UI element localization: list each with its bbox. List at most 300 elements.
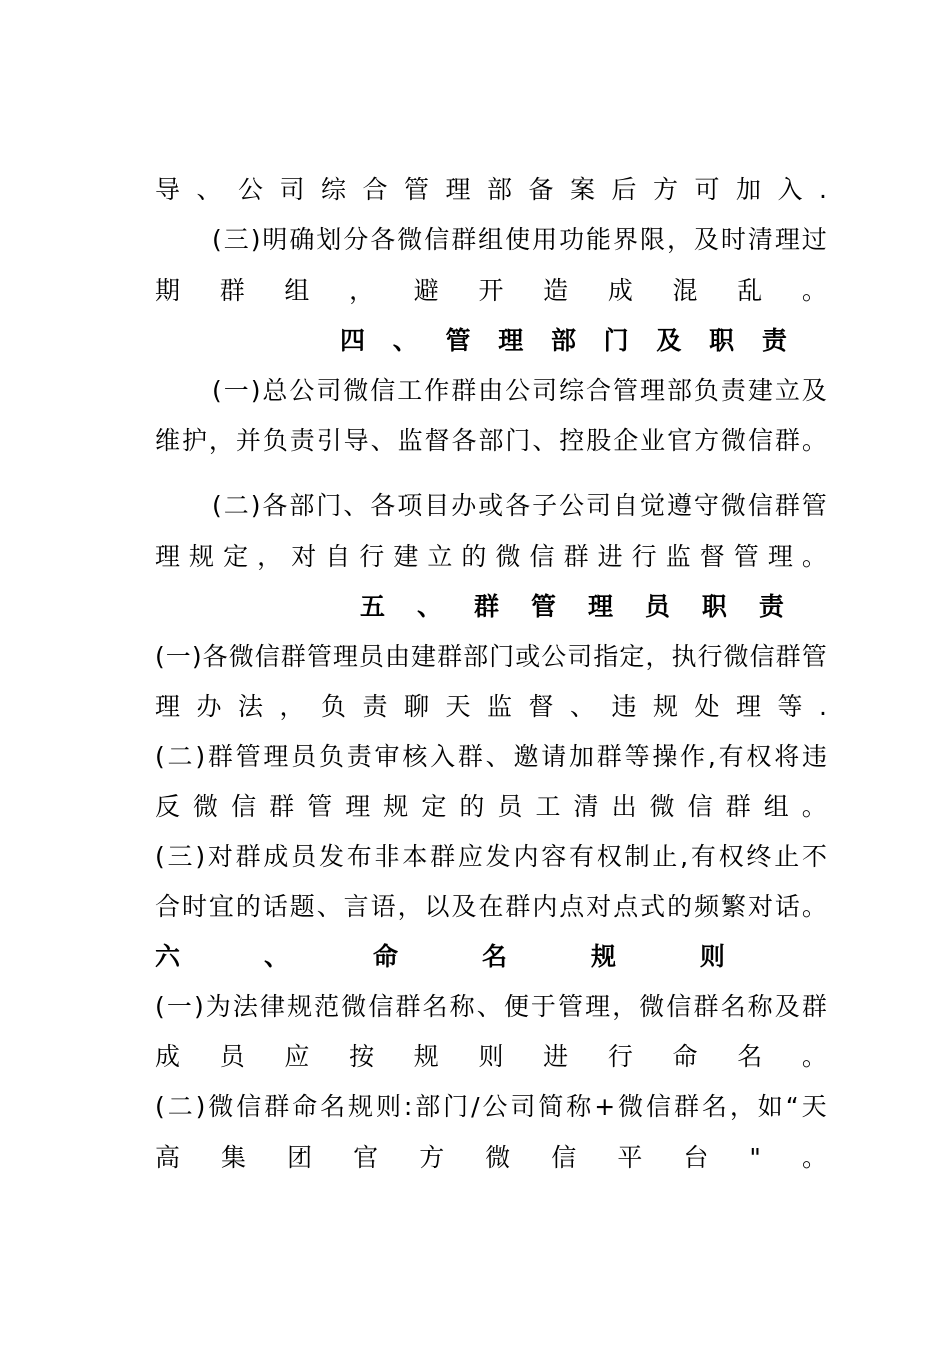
text-char: 混 [672, 276, 698, 305]
text-char: 负 [318, 742, 344, 771]
text-char: 台 [683, 1143, 709, 1172]
text-char: 称 [449, 992, 475, 1021]
text-char: 指 [593, 642, 619, 671]
text-char: 命 [372, 942, 398, 971]
text-char: 五 [360, 592, 386, 621]
text-char: 公 [238, 175, 264, 204]
text-char: 员 [358, 642, 384, 671]
text-char: 乱 [737, 276, 763, 305]
text-char: 监 [487, 692, 513, 721]
text-char: 清 [573, 792, 599, 821]
text-char: 合 [586, 376, 612, 405]
text-char: 群 [673, 1092, 699, 1121]
text-char: 目 [424, 491, 450, 520]
text-char: 本 [402, 842, 428, 871]
text-char: 立 [427, 542, 453, 571]
text-char: 规 [653, 692, 679, 721]
text-char: 群 [774, 426, 800, 455]
text-char: 作 [680, 742, 706, 771]
text-char: 非 [374, 842, 400, 871]
text-char: , [680, 842, 689, 871]
text-char: 微 [495, 542, 521, 571]
text-char: 管 [558, 992, 584, 1021]
text-char: 宜 [208, 892, 234, 921]
text-char: 由 [478, 376, 504, 405]
text-char: 平 [617, 1143, 643, 1172]
text-char: 加 [736, 175, 762, 204]
text-char: 及 [693, 225, 719, 254]
text-char: 称 [566, 1092, 592, 1121]
text-char: 题 [289, 892, 315, 921]
text-char: 信 [687, 792, 713, 821]
text-char: 总 [262, 376, 288, 405]
text-char: / [471, 1092, 480, 1121]
text-char: 天 [445, 692, 471, 721]
text-char: 负 [321, 692, 347, 721]
text-char: 群 [725, 792, 751, 821]
text-char: 、 [316, 892, 342, 921]
text-char: 式 [640, 892, 666, 921]
text-char: 管 [307, 792, 333, 821]
text-char: 布 [346, 842, 372, 871]
text-char: 法 [238, 692, 264, 721]
text-char: 建 [393, 542, 419, 571]
text-char: ) [193, 992, 204, 1021]
text-char: 明 [262, 225, 288, 254]
text-char: 核 [402, 742, 428, 771]
text-char: 频 [694, 892, 720, 921]
text-char: 群 [264, 1092, 290, 1121]
text-char: 微 [341, 992, 367, 1021]
text-char: 成 [607, 276, 633, 305]
text-char: 理 [767, 542, 793, 571]
text-char: 有 [690, 842, 716, 871]
text-char: 群 [451, 376, 477, 405]
text-line [155, 737, 827, 777]
text-char: 违 [611, 692, 637, 721]
text-char: 可 [694, 175, 720, 204]
text-char: 时 [181, 892, 207, 921]
text-char: 员 [291, 742, 317, 771]
text-char: 出 [611, 792, 637, 821]
text-char: 各 [202, 642, 228, 671]
text-char: 微 [193, 792, 219, 821]
text-char: 四 [340, 326, 366, 355]
text-char: 有 [718, 742, 744, 771]
text-char: 规 [348, 1092, 374, 1121]
text-char: 。 [801, 426, 827, 455]
text-char: 名 [481, 942, 507, 971]
text-char: 信 [254, 642, 280, 671]
text-char: 群 [207, 742, 233, 771]
text-char: ) [250, 491, 261, 520]
text-char: ) [250, 225, 261, 254]
text-char: 导 [155, 175, 181, 204]
text-char: ( [155, 992, 165, 1021]
text-char: ( [212, 491, 222, 520]
text-char: 规 [413, 1042, 439, 1071]
text-line [155, 1037, 827, 1077]
text-char: 在 [478, 892, 504, 921]
text-char: 管 [613, 376, 639, 405]
text-char: 、 [532, 426, 558, 455]
text-char: 简 [538, 1092, 564, 1121]
text-char: 如 [757, 1092, 783, 1121]
section-heading [340, 321, 787, 361]
text-char: 合 [362, 175, 388, 204]
text-char: 繁 [721, 892, 747, 921]
text-char: 点 [559, 892, 585, 921]
text-char: 理 [639, 376, 665, 405]
text-char: 工 [397, 376, 423, 405]
text-char: 权 [746, 742, 772, 771]
text-char: 规 [287, 992, 313, 1021]
text-char: 控 [559, 426, 585, 455]
text-char: 界 [613, 225, 639, 254]
text-char: 部 [487, 175, 513, 204]
text-char: 及 [451, 892, 477, 921]
text-line [155, 421, 827, 461]
text-char: 群 [269, 792, 295, 821]
text-char: 行 [359, 542, 385, 571]
text-char: 公 [482, 1092, 508, 1121]
text-char: 行 [697, 642, 723, 671]
text-char: 部 [666, 376, 692, 405]
text-char: 群 [280, 642, 306, 671]
text-char: 信 [236, 1092, 262, 1121]
text-char: 群 [219, 276, 245, 305]
text-line [155, 687, 827, 727]
text-char: 请 [541, 742, 567, 771]
text-char: 。 [801, 1143, 827, 1172]
text-char: 避 [413, 276, 439, 305]
text-char: 称 [747, 992, 773, 1021]
text-char: 群 [457, 742, 483, 771]
text-char: 进 [543, 1042, 569, 1071]
text-char: ， [397, 892, 423, 921]
text-char: 内 [532, 892, 558, 921]
text-char: 信 [666, 992, 692, 1021]
text-char: 信 [646, 1092, 672, 1121]
text-char: 护 [181, 426, 207, 455]
text-char: 加 [569, 742, 595, 771]
text-char: 便 [503, 992, 529, 1021]
text-char: 用 [532, 225, 558, 254]
text-char: 建 [747, 376, 773, 405]
text-char: 、 [343, 491, 369, 520]
text-char: 名 [422, 992, 448, 1021]
text-char: 制 [624, 842, 650, 871]
text-char: 应 [457, 842, 483, 871]
text-char: 微 [618, 1092, 644, 1121]
text-char: 部 [463, 642, 489, 671]
text-char: 管 [801, 491, 827, 520]
text-char: 或 [515, 642, 541, 671]
text-char: 容 [541, 842, 567, 871]
text-char: 部 [478, 426, 504, 455]
text-char: 各 [262, 491, 288, 520]
text-char: 督 [528, 692, 554, 721]
text-char: 方 [419, 1143, 445, 1172]
text-char: 司 [316, 376, 342, 405]
text-char: 子 [532, 491, 558, 520]
text-char: 门 [489, 642, 515, 671]
text-char: 理 [263, 742, 289, 771]
text-char: ， [666, 225, 692, 254]
text-char: 则 [699, 942, 725, 971]
text-line [212, 220, 827, 260]
text-line [155, 837, 827, 877]
text-char: 语 [370, 892, 396, 921]
text-char: 办 [196, 692, 222, 721]
text-char: 以 [424, 892, 450, 921]
text-char: 部 [289, 491, 315, 520]
text-char: 各 [370, 225, 396, 254]
text-char: 群 [596, 742, 622, 771]
text-char: 组 [284, 276, 310, 305]
text-char: 划 [316, 225, 342, 254]
text-char: 群 [505, 892, 531, 921]
text-char: 公 [289, 376, 315, 405]
text-char: 部 [415, 1092, 441, 1121]
text-char: 督 [699, 542, 725, 571]
text-char: 反 [155, 792, 181, 821]
text-line [212, 486, 827, 526]
text-char: 将 [774, 742, 800, 771]
text-char: 督 [424, 426, 450, 455]
text-char: 司 [279, 175, 305, 204]
text-char: 微 [485, 1143, 511, 1172]
text-char: 、 [485, 742, 511, 771]
text-char: 执 [671, 642, 697, 671]
text-char: 止 [652, 842, 678, 871]
text-char: 规 [189, 542, 215, 571]
text-char: 、 [263, 942, 289, 971]
text-char: 聊 [404, 692, 430, 721]
text-char: ， [257, 542, 283, 571]
text-char: 信 [529, 542, 555, 571]
text-char: 于 [530, 992, 556, 1021]
text-char: 信 [749, 642, 775, 671]
text-char: 言 [343, 892, 369, 921]
text-char: 成 [263, 842, 289, 871]
text-char: 群 [473, 592, 499, 621]
text-char: 理 [736, 692, 762, 721]
text-char: 的 [461, 542, 487, 571]
text-char: 分 [343, 225, 369, 254]
text-char: 使 [505, 225, 531, 254]
text-char: 监 [665, 542, 691, 571]
text-char: 命 [292, 1092, 318, 1121]
text-char: ， [645, 642, 671, 671]
text-char: 定 [421, 792, 447, 821]
text-char: 规 [590, 942, 616, 971]
text-char: ， [612, 992, 638, 1021]
text-char: 理 [585, 992, 611, 1021]
text-char: 公 [505, 376, 531, 405]
text-char: 职 [709, 326, 735, 355]
text-char: ( [212, 225, 222, 254]
text-char: 过 [801, 225, 827, 254]
text-char: 后 [611, 175, 637, 204]
text-char: 自 [613, 491, 639, 520]
text-char: 对 [207, 842, 233, 871]
text-char: 管 [733, 542, 759, 571]
text-char: ， [729, 1092, 755, 1121]
text-char: 则 [375, 1092, 401, 1121]
text-line [155, 170, 827, 210]
text-char: 的 [235, 892, 261, 921]
text-char: 、 [570, 692, 596, 721]
text-char: 高 [155, 1143, 181, 1172]
text-char: 对 [747, 892, 773, 921]
text-char: 权 [596, 842, 622, 871]
text-char: 方 [694, 426, 720, 455]
text-line [155, 787, 827, 827]
text-char: 清 [747, 225, 773, 254]
text-char: ) [191, 642, 202, 671]
text-char: ( [155, 642, 165, 671]
text-char: 二 [167, 1092, 193, 1121]
text-char: " [749, 1143, 761, 1172]
text-char: 公 [559, 491, 585, 520]
text-char: 组 [763, 792, 789, 821]
section-heading [155, 937, 725, 977]
text-char: 定 [223, 542, 249, 571]
text-char: 按 [349, 1042, 375, 1071]
text-char: . [819, 692, 827, 721]
text-char: 。 [801, 1042, 827, 1071]
text-char: 操 [652, 742, 678, 771]
text-char: 管 [235, 742, 261, 771]
text-char: 有 [569, 842, 595, 871]
text-char: 门 [316, 491, 342, 520]
text-char: 的 [667, 892, 693, 921]
text-char: 信 [370, 376, 396, 405]
text-char: 办 [451, 491, 477, 520]
text-char: 。 [801, 892, 827, 921]
text-char: 发 [485, 842, 511, 871]
text-char: 群 [563, 542, 589, 571]
text-char: 员 [644, 592, 670, 621]
text-char: 发 [318, 842, 344, 871]
text-char: 负 [693, 376, 719, 405]
text-char: 微 [639, 992, 665, 1021]
text-char: ， [279, 692, 305, 721]
text-char: ) [250, 376, 261, 405]
text-char: , [707, 742, 716, 771]
text-char: 司 [567, 642, 593, 671]
text-char: 综 [559, 376, 585, 405]
text-char: 内 [513, 842, 539, 871]
text-char: 微 [208, 1092, 234, 1121]
text-char: 能 [586, 225, 612, 254]
text-char: 理 [155, 692, 181, 721]
text-char: 项 [397, 491, 423, 520]
text-char: 责 [346, 742, 372, 771]
text-char: 入 [777, 175, 803, 204]
section-heading [360, 587, 784, 627]
text-char: 范 [314, 992, 340, 1021]
text-char: ( [212, 376, 222, 405]
text-line [155, 987, 827, 1027]
text-char: 企 [613, 426, 639, 455]
text-char: 建 [411, 642, 437, 671]
text-char: 处 [694, 692, 720, 721]
text-char: 由 [384, 642, 410, 671]
text-char: 限 [639, 225, 665, 254]
text-char: 则 [478, 1042, 504, 1071]
text-char: 司 [510, 1092, 536, 1121]
text-char: 名 [320, 1092, 346, 1121]
text-char: 终 [746, 842, 772, 871]
text-char: 等 [624, 742, 650, 771]
text-char: 话 [774, 892, 800, 921]
text-char: 理 [774, 225, 800, 254]
text-char: 三 [167, 842, 193, 871]
text-line [155, 271, 827, 311]
text-char: 觉 [639, 491, 665, 520]
text-char: 一 [166, 992, 192, 1021]
text-char: 定 [619, 642, 645, 671]
text-char: 时 [720, 225, 746, 254]
text-char: 导 [343, 426, 369, 455]
text-char: 信 [231, 792, 257, 821]
text-char: 管 [801, 642, 827, 671]
text-line [155, 1087, 827, 1127]
text-char: 群 [430, 842, 456, 871]
text-char: 管 [530, 592, 556, 621]
text-char: 并 [235, 426, 261, 455]
text-line [155, 637, 827, 677]
text-char: 天 [801, 1092, 827, 1121]
text-char: 微 [228, 642, 254, 671]
text-char: 信 [424, 225, 450, 254]
text-char: 造 [543, 276, 569, 305]
text-char: 名 [720, 992, 746, 1021]
text-char: 职 [701, 592, 727, 621]
text-char: 理 [445, 175, 471, 204]
text-char: 律 [259, 992, 285, 1021]
text-char: : [403, 1092, 413, 1121]
text-char: 微 [723, 642, 749, 671]
text-char: 法 [232, 992, 258, 1021]
text-char: “ [785, 1092, 799, 1121]
text-char: 微 [649, 792, 675, 821]
text-char: ) [195, 1092, 206, 1121]
text-char: 对 [291, 542, 317, 571]
text-char: ) [195, 742, 206, 771]
text-char: 群 [775, 642, 801, 671]
text-char: ) [195, 842, 206, 871]
text-char: 名 [701, 1092, 727, 1121]
text-char: 为 [205, 992, 231, 1021]
text-char: 管 [306, 642, 332, 671]
text-char: 立 [774, 376, 800, 405]
text-char: 工 [535, 792, 561, 821]
text-line [155, 887, 827, 927]
text-char: 、 [416, 592, 442, 621]
text-char: 理 [332, 642, 358, 671]
text-char: 六 [155, 942, 181, 971]
text-char: 及 [774, 992, 800, 1021]
text-char: 管 [404, 175, 430, 204]
text-char: 行 [607, 1042, 633, 1071]
text-char: 维 [155, 426, 181, 455]
text-char: 门 [603, 326, 629, 355]
text-char: 自 [325, 542, 351, 571]
text-char: 官 [667, 426, 693, 455]
